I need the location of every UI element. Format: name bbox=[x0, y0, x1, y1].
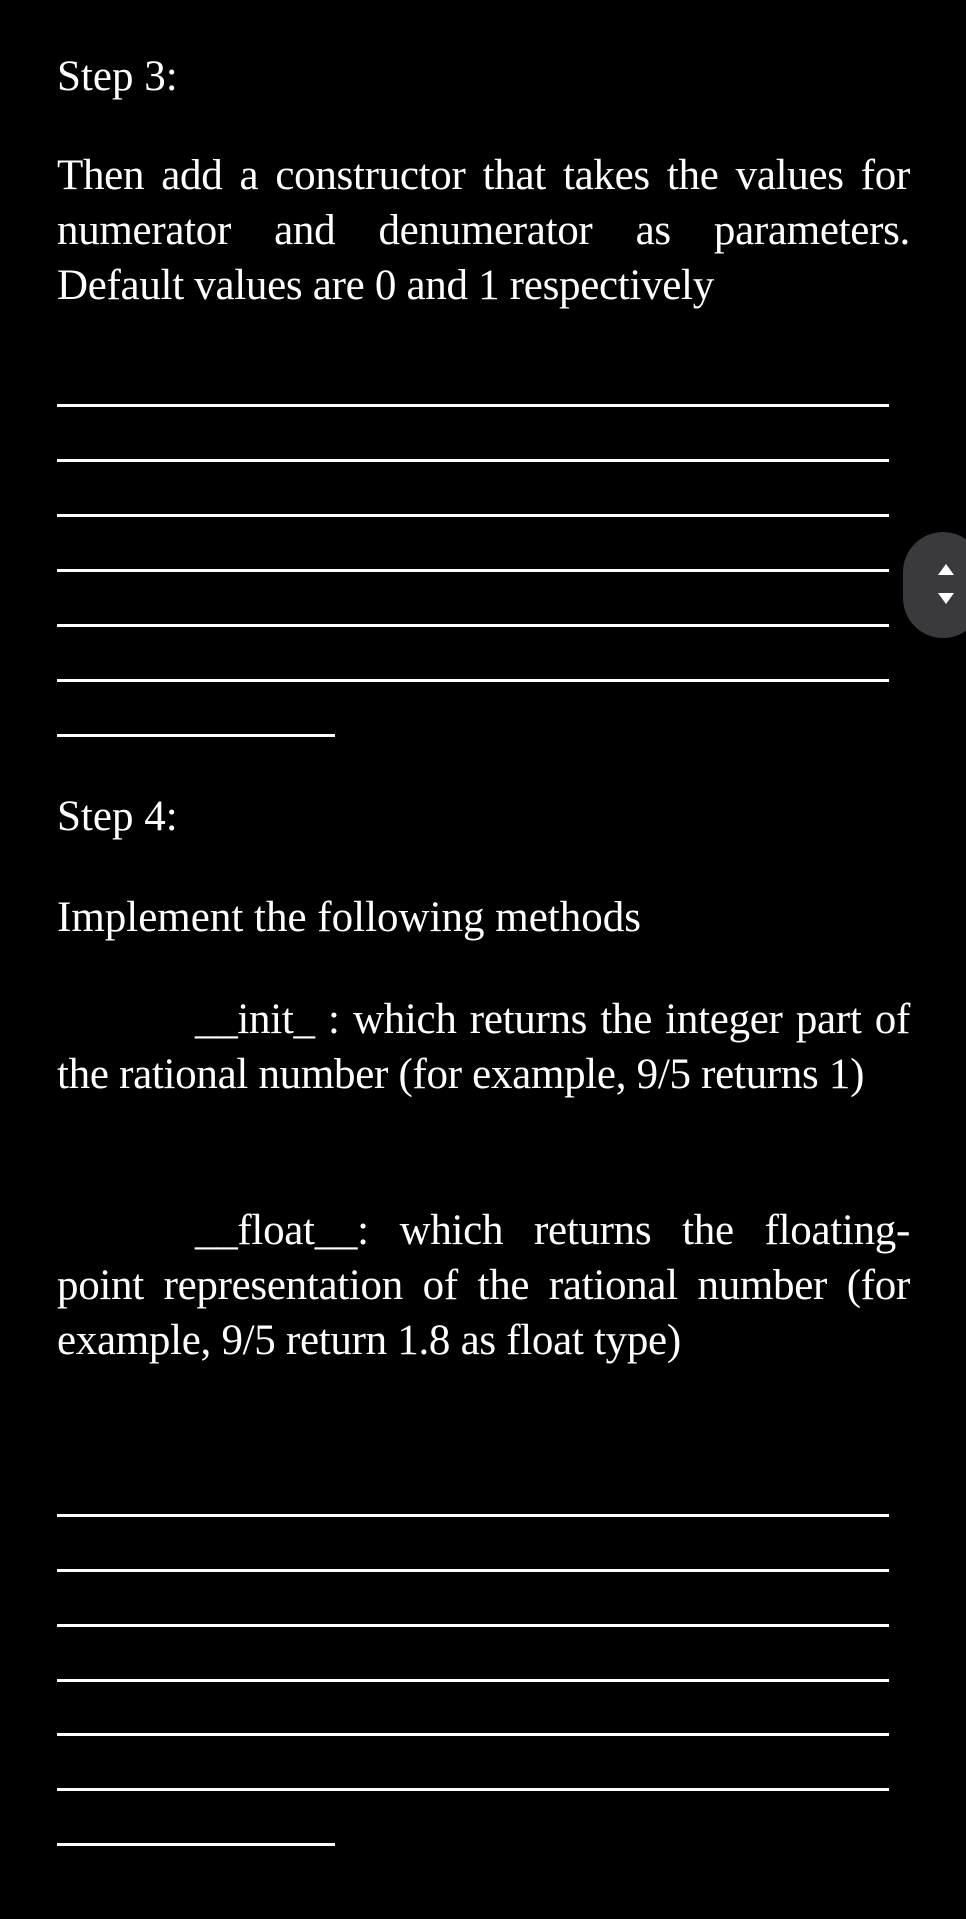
method-float-description: __float__: which returns the floating-point representation of the rational number (for example, 9/5 return 1.8 as float type) bbox=[57, 1207, 910, 1364]
method-init-description: __init_ : which returns the integer part of the rational number (for example, 9/5 returns 1) bbox=[57, 996, 910, 1098]
answer-line bbox=[57, 1514, 889, 1517]
answer-line bbox=[57, 1733, 889, 1736]
scroll-handle[interactable] bbox=[903, 532, 966, 638]
answer-line bbox=[57, 679, 889, 682]
answer-line bbox=[57, 1843, 335, 1846]
answer-line bbox=[57, 569, 889, 572]
answer-line bbox=[57, 459, 889, 462]
answer-line bbox=[57, 1624, 889, 1627]
answer-line bbox=[57, 404, 889, 407]
answer-line bbox=[57, 734, 335, 737]
answer-line bbox=[57, 1679, 889, 1682]
arrow-down-icon bbox=[938, 593, 954, 604]
step-4-heading: Step 4: bbox=[57, 793, 178, 840]
step-3-heading: Step 3: bbox=[57, 53, 178, 100]
step-4-intro: Implement the following methods bbox=[57, 894, 641, 941]
arrow-up-icon bbox=[938, 564, 954, 575]
answer-line bbox=[57, 1569, 889, 1572]
answer-line bbox=[57, 1788, 889, 1791]
answer-line bbox=[57, 514, 889, 517]
step-3-text: Then add a constructor that takes the values for numerator and denumerator as parameters. Default values are 0 and 1 respectively bbox=[57, 152, 910, 309]
answer-line bbox=[57, 624, 889, 627]
